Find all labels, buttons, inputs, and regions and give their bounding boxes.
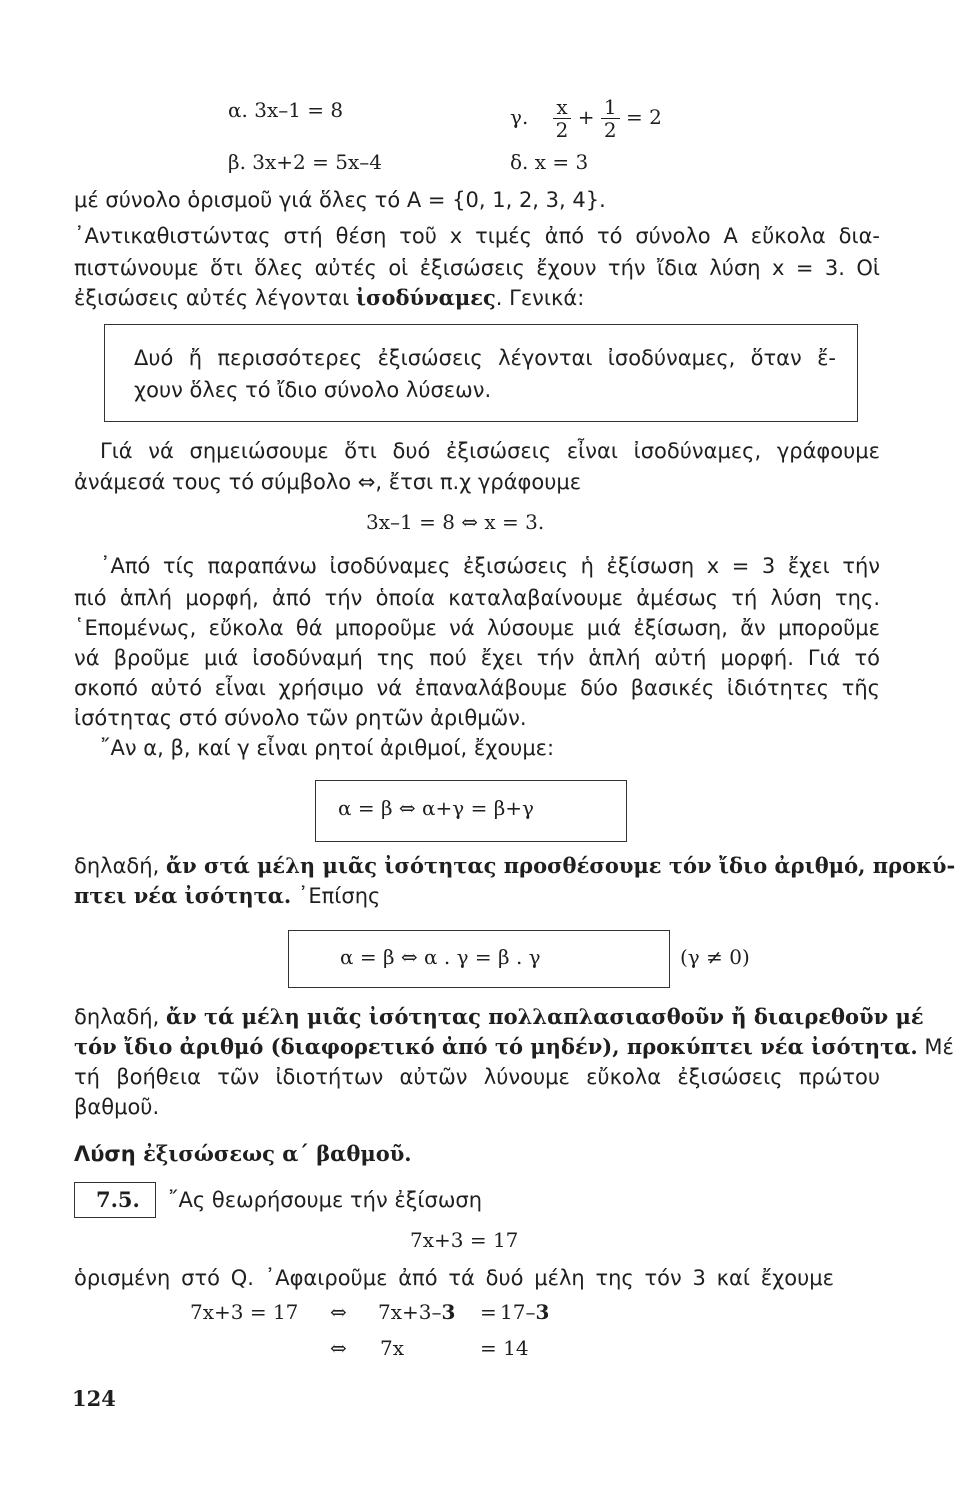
fraction-x-over-2: $\frac{x}{2}$ xyxy=(553,96,572,141)
prop1-line2: πτει νέα ἰσότητα. ᾿Επίσης xyxy=(74,883,381,908)
section-number: 7.5. xyxy=(96,1187,140,1212)
term-isodynames: ἰσοδύναμες xyxy=(355,285,496,310)
definition-line2: χουν ὅλες τό ἴδιο σύνολο λύσεων. xyxy=(134,378,492,402)
prop2-line2: τόν ἴδιο ἀριθμό (διαφορετικό ἀπό τό μηδέν), προκύπτει νέα ἰσότητα. Μέ xyxy=(74,1034,954,1059)
equation-c-rhs: = 2 xyxy=(625,105,662,129)
para1-line1: μέ σύνολο ὁρισμοῦ γιά ὅλες τό A = {0, 1, 2, 3, 4}. xyxy=(74,188,606,212)
para3-line3: ῾Επομένως, εὔκολα θά μποροῦμε νά λύσουμε μιά ἐξίσωση, ἄν μποροῦμε xyxy=(74,616,880,640)
formula-multiplication: α = β ⇔ α . γ = β . γ xyxy=(340,945,541,969)
definition-box xyxy=(104,324,858,422)
para1-line4: ἐξισώσεις αὐτές λέγονται ἰσοδύναμες. Γενικά: xyxy=(74,285,585,310)
equation-d: δ. x = 3 xyxy=(510,150,589,174)
plus-sign: + xyxy=(577,105,595,129)
para3-line6: ἰσότητας στό σύνολο τῶν ρητῶν ἀριθμῶν. xyxy=(74,706,527,730)
equation-b: β. 3x+2 = 5x–4 xyxy=(228,150,382,174)
section-heading: Λύση ἐξισώσεως α΄ βαθμοῦ. xyxy=(74,1141,412,1166)
page-number: 124 xyxy=(72,1386,116,1411)
section-intro: ῎Ας θεωρήσουμε τήν ἐξίσωση xyxy=(168,1188,483,1212)
step1-rhs: 17–3 xyxy=(500,1300,550,1324)
step2-arrow: ⇔ xyxy=(330,1336,347,1360)
equation-c-label: γ. xyxy=(510,105,529,129)
para3-line1: ᾿Από τίς παραπάνω ἰσοδύναμες ἐξισώσεις ἡ ἐξίσωση x = 3 ἔχει τήν xyxy=(100,554,880,578)
fraction-1-over-2: $\frac{1}{2}$ xyxy=(601,96,620,141)
para2-equation: 3x–1 = 8 ⇔ x = 3. xyxy=(366,510,545,534)
step1-arrow: ⇔ xyxy=(330,1300,347,1324)
section-line2: ὁρισμένη στό Q. ᾿Αφαιροῦμε ἀπό τά δυό μέλη της τόν 3 καί ἔχουμε xyxy=(74,1266,834,1290)
para3-line7: ῎Αν α, β, καί γ εἶναι ρητοί ἀριθμοί, ἔχουμε: xyxy=(100,736,555,760)
formula-addition: α = β ⇔ α+γ = β+γ xyxy=(338,796,534,820)
para1-line3: πιστώνουμε ὅτι ὅλες αὐτές οἱ ἐξισώσεις ἔχουν τήν ἴδια λύση x = 3. Οἱ xyxy=(74,256,880,280)
para1-line2: ᾿Αντικαθιστώντας στή θέση τοῦ x τιμές ἀπό τό σύνολο A εὔκολα δια- xyxy=(74,224,880,248)
para3-line5: σκοπό αὐτό εἶναι χρήσιμο νά ἐπαναλάβουμε δύο βασικές ἰδιότητες τῆς xyxy=(74,676,880,700)
step2-rhs: = 14 xyxy=(480,1336,529,1360)
equation-a: α. 3x–1 = 8 xyxy=(228,98,344,122)
equation-c xyxy=(510,96,662,141)
step1-equals: = xyxy=(480,1300,497,1324)
step1-left: 7x+3 = 17 xyxy=(190,1300,299,1324)
section-equation: 7x+3 = 17 xyxy=(410,1228,519,1252)
step2-middle: 7x xyxy=(380,1336,405,1360)
step1-middle: 7x+3–3 xyxy=(378,1300,456,1324)
para2-line1: Γιά νά σημειώσουμε ὅτι δυό ἐξισώσεις εἶναι ἰσοδύναμες, γράφουμε xyxy=(100,439,880,463)
definition-line1: Δυό ἤ περισσότερες ἐξισώσεις λέγονται ἰσοδύναμες, ὅταν ἔ- xyxy=(134,346,836,370)
prop2-line4: βαθμοῦ. xyxy=(74,1095,160,1119)
para3-line2: πιό ἁπλή μορφή, ἀπό τήν ὁποία καταλαβαίνουμε ἀμέσως τή λύση της. xyxy=(74,586,880,610)
para3-line4: νά βροῦμε μιά ἰσοδύναμή της πού ἔχει τήν ἁπλή αὐτή μορφή. Γιά τό xyxy=(74,646,880,670)
prop2-line1: δηλαδή, ἄν τά μέλη μιᾶς ἰσότητας πολλαπλασιασθοῦν ἤ διαιρεθοῦν μέ xyxy=(74,1004,924,1029)
para2-line2: ἀνάμεσά τους τό σύμβολο ⇔, ἔτσι π.χ γράφουμε xyxy=(74,470,582,494)
prop2-line3: τή βοήθεια τῶν ἰδιοτήτων αὐτῶν λύνουμε εὔκολα ἐξισώσεις πρώτου xyxy=(74,1065,880,1089)
condition-gamma-nonzero: (γ ≠ 0) xyxy=(680,945,750,969)
prop1-line1: δηλαδή, ἄν στά μέλη μιᾶς ἰσότητας προσθέσουμε τόν ἴδιο ἀριθμό, προκύ- xyxy=(74,853,956,878)
